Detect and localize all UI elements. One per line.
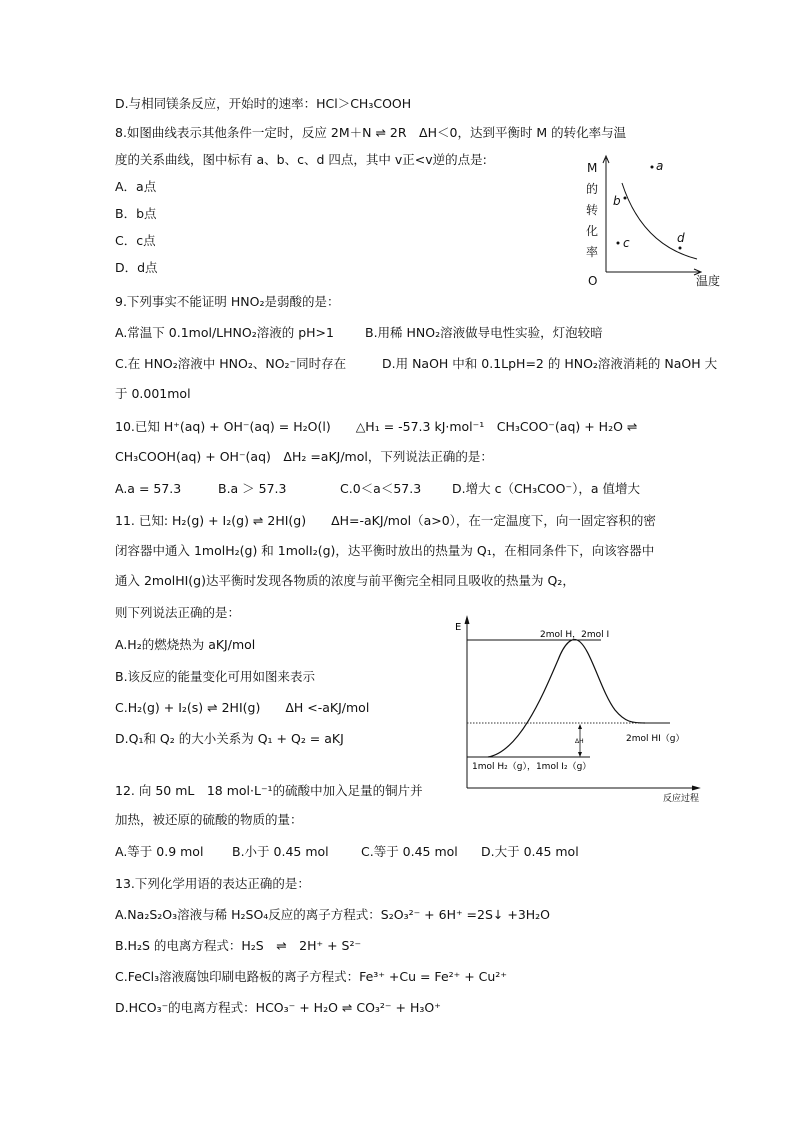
q11-option-d: D.Q₁和 Q₂ 的大小关系为 Q₁ + Q₂ = aKJ: [115, 731, 344, 746]
energy-x-label: 反应过程: [663, 794, 700, 804]
graph1-xlabel: 温度: [696, 274, 721, 288]
energy-x-arrow: [692, 786, 699, 790]
point-b: [624, 197, 627, 200]
q11-option-b: B.该反应的能量变化可用如图来表示: [115, 669, 316, 684]
q9-option-d-cont: 于 0.001mol: [115, 386, 191, 401]
point-a-label: a: [656, 159, 664, 173]
graph1-ylabel-2: 转: [586, 203, 599, 217]
q9-stem: 9.下列事实不能证明 HNO₂是弱酸的是：: [115, 294, 340, 309]
q9-option-a: A.常温下 0.1mol/LHNO₂溶液的 pH>1: [115, 325, 334, 340]
point-b-label: b: [613, 194, 621, 208]
q12-option-d: D.大于 0.45 mol: [481, 844, 579, 859]
dh-arrowhead-down: [578, 752, 582, 757]
q8-stem-line2: 度的关系曲线，图中标有 a、b、c、d 四点，其中 v正<v逆的点是:: [115, 152, 487, 167]
q11-option-c: C.H₂(g) + I₂(s) ⇌ 2HI(g) ΔH <-aKJ/mol: [115, 700, 370, 715]
q12-stem-line1: 12. 向 50 mL 18 mol·L⁻¹的硫酸中加入足量的铜片并: [115, 783, 423, 798]
atoms-level-label: 2mol H，2mol I: [540, 630, 610, 640]
q11-stem-line1: 11. 已知: H₂(g) + I₂(g) ⇌ 2HI(g) ΔH=-aKJ/mol（a>0），在一定温度下，向一固定容积的密: [115, 513, 656, 528]
q9-option-c: C.在 HNO₂溶液中 HNO₂、NO₂⁻同时存在: [115, 356, 347, 371]
energy-axis-label: E: [455, 622, 462, 633]
q11-stem-line3: 通入 2molHI(g)达平衡时发现各物质的浓度与前平衡完全相同且吸收的热量为 Q₂，: [115, 573, 575, 588]
q7-option-d: D.与相同镁条反应，开始时的速率：HCl＞CH₃COOH: [115, 96, 412, 111]
point-a: [651, 166, 654, 169]
q11-stem-line2: 闭容器中通入 1molH₂(g) 和 1molI₂(g)，达平衡时放出的热量为 Q₁，在相同条件下，向该容器中: [115, 543, 655, 558]
q8-option-b: B．b点: [115, 206, 157, 221]
graph1-origin: O: [588, 274, 598, 288]
q8-option-d: D．d点: [115, 260, 158, 275]
point-d: [679, 247, 682, 250]
q10-option-b: B.a ＞ 57.3: [218, 481, 287, 496]
point-c: [617, 242, 620, 245]
q11-stem-line4: 则下列说法正确的是：: [115, 605, 241, 620]
point-c-label: c: [623, 236, 630, 250]
q9-option-d: D.用 NaOH 中和 0.1LpH=2 的 HNO₂溶液消耗的 NaOH 大: [382, 356, 718, 371]
q13-option-b: B.H₂S 的电离方程式：H₂S ⇌ 2H⁺ + S²⁻: [115, 938, 362, 953]
graph1-y-arrow: [603, 156, 609, 163]
energy-y-arrow: [465, 617, 469, 624]
q10-option-d: D.增大 c（CH₃COO⁻），a 值增大: [452, 481, 640, 496]
q13-option-c: C.FeCl₃溶液腐蚀印刷电路板的离子方程式：Fe³⁺ +Cu = Fe²⁺ + Cu²⁺: [115, 969, 507, 984]
q9-option-b: B.用稀 HNO₂溶液做导电性实验，灯泡较暗: [365, 325, 603, 340]
q10-option-c: C.0＜a＜57.3: [340, 481, 422, 496]
graph1-ylabel-3: 化: [586, 224, 599, 238]
graph1-x-arrow: [694, 269, 701, 275]
q10-stem-line2: CH₃COOH(aq) + OH⁻(aq) ΔH₂ =aKJ/mol，下列说法正确的是：: [115, 449, 493, 464]
energy-curve: [488, 640, 645, 757]
graph1-ylabel-0: M: [587, 161, 598, 175]
q12-option-a: A.等于 0.9 mol: [115, 844, 204, 859]
q10-option-a: A.a = 57.3: [115, 481, 182, 496]
q13-stem: 13.下列化学用语的表达正确的是：: [115, 876, 310, 891]
q13-option-d: D.HCO₃⁻的电离方程式：HCO₃⁻ + H₂O ⇌ CO₃²⁻ + H₃O⁺: [115, 1000, 441, 1015]
reactant-label: 1mol H₂（g），1mol I₂（g）: [472, 762, 592, 772]
graph1-curve: [622, 183, 697, 259]
q10-stem-line1: 10.已知 H⁺(aq) + OH⁻(aq) = H₂O(l) △H₁ = -57.3 kJ·mol⁻¹ CH₃COO⁻(aq) + H₂O ⇌: [115, 419, 638, 434]
q12-option-c: C.等于 0.45 mol: [361, 844, 458, 859]
q8-option-c: C．c点: [115, 233, 156, 248]
product-label: 2mol HI（g）: [626, 734, 685, 744]
q13-option-a: A.Na₂S₂O₃溶液与稀 H₂SO₄反应的离子方程式：S₂O₃²⁻ + 6H⁺ =2S↓ +3H₂O: [115, 907, 551, 922]
dh-arrowhead-up: [578, 724, 582, 729]
q12-option-b: B.小于 0.45 mol: [232, 844, 329, 859]
graph1-ylabel-1: 的: [586, 182, 599, 196]
q11-option-a: A.H₂的燃烧热为 aKJ/mol: [115, 637, 256, 652]
q8-option-a: A．a点: [115, 179, 157, 194]
point-d-label: d: [677, 231, 685, 245]
q12-stem-line2: 加热，被还原的硫酸的物质的量：: [115, 812, 303, 827]
graph1-ylabel-4: 率: [586, 245, 599, 259]
dh-label: ΔH: [575, 738, 584, 745]
q8-stem-line1: 8.如图曲线表示其他条件一定时，反应 2M＋N ⇌ 2R ΔH＜0，达到平衡时 M 的转化率与温: [115, 125, 627, 140]
